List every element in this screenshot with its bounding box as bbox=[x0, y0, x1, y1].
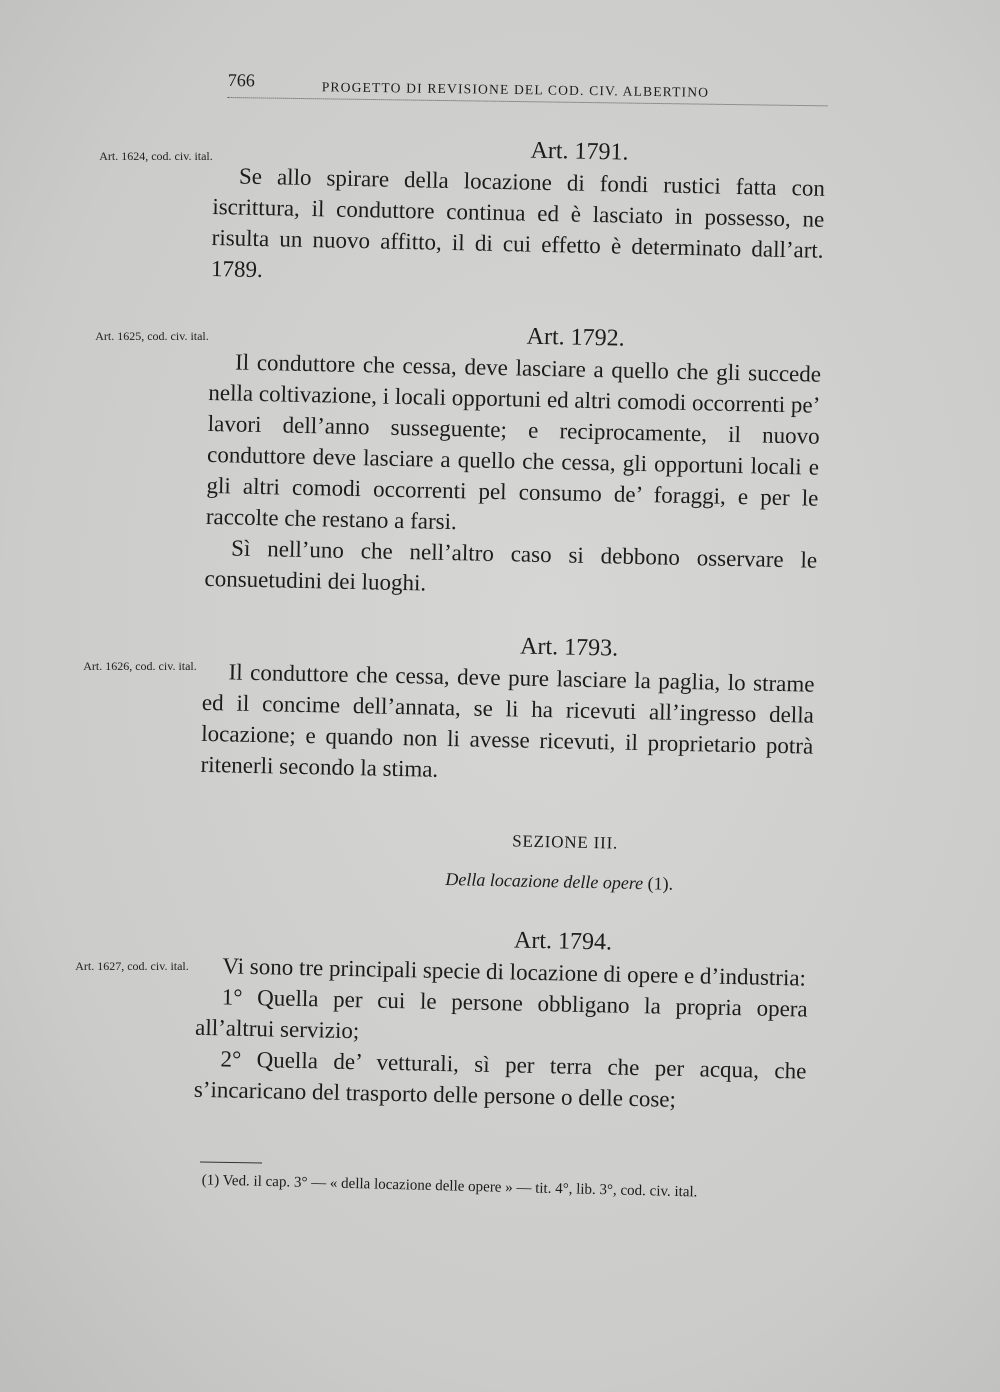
running-title: PROGETTO DI REVISIONE DEL COD. CIV. ALBERTINO bbox=[321, 79, 710, 100]
footnote-rule bbox=[200, 1161, 262, 1163]
section-heading: SEZIONE III. bbox=[511, 831, 619, 853]
article-paragraph: Il conduttore che cessa, deve pure lasciare la paglia, lo strame ed il concime dell’annata, se li ha ricevuti all’ingresso della locazione; e quando non li avesse ricevuti, il proprietario potrà ritenerli secondo la stima. bbox=[200, 659, 815, 782]
article-paragraph: Se allo spirare della locazione di fondi rustici fatta con iscrittura, il conduttore continua ed è lasciato in possesso, ne risulta un nuovo affitto, il di cui effetto è determinato dall’art. 1789. bbox=[210, 163, 826, 283]
page-number: 766 bbox=[227, 70, 255, 91]
margin-note-art-1793: Art. 1626, cod. civ. ital. bbox=[83, 659, 197, 673]
article-paragraph: Il conduttore che cessa, deve lasciare a quello che gli succede nella coltivazione, i locali opportuni ed altri comodi occorrenti pe’ lavori dell’anno susseguente; e reciprocamente, il nuovo conduttore deve lasciare a quello che cessa, gli opportuni locali e gli altri comodi occorrenti pel consumo de’ foraggi, e per le raccolte che restano a farsi. bbox=[205, 349, 822, 535]
article-heading: Art. 1794. bbox=[513, 927, 613, 956]
footnote: (1) Ved. il cap. 3° — « della locazione delle opere » — tit. 4°, lib. 3°, cod. civ. ital. bbox=[201, 1172, 698, 1201]
article-heading: Art. 1793. bbox=[519, 633, 619, 662]
article-heading: Art. 1792. bbox=[526, 323, 625, 352]
article-paragraph: Sì nell’uno che nell’altro caso si debbono osservare le consuetudini dei luoghi. bbox=[204, 535, 818, 596]
margin-note-art-1791: Art. 1624, cod. civ. ital. bbox=[99, 149, 213, 163]
margin-note-art-1792: Art. 1625, cod. civ. ital. bbox=[95, 329, 209, 343]
margin-note-art-1794: Art. 1627, cod. civ. ital. bbox=[75, 959, 189, 973]
article-list-item: 2° Quella de’ vetturali, sì per terra che per acqua, che s’incaricano del trasporto delle persone o delle cose; bbox=[193, 1046, 807, 1112]
section-subtitle-italic: Della locazione delle opere bbox=[445, 869, 644, 894]
page-body bbox=[194, 128, 826, 1118]
article-list-item: 1° Quella per cui le persone obbligano la propria opera all’altrui servizio; bbox=[194, 984, 808, 1044]
footnote-reference: (1). bbox=[647, 873, 674, 894]
article-paragraph: Vi sono tre principali specie di locazione di opere e d’industria: bbox=[222, 953, 807, 991]
header-rule bbox=[228, 97, 828, 106]
article-heading: Art. 1791. bbox=[530, 137, 629, 166]
page-header bbox=[228, 70, 828, 106]
